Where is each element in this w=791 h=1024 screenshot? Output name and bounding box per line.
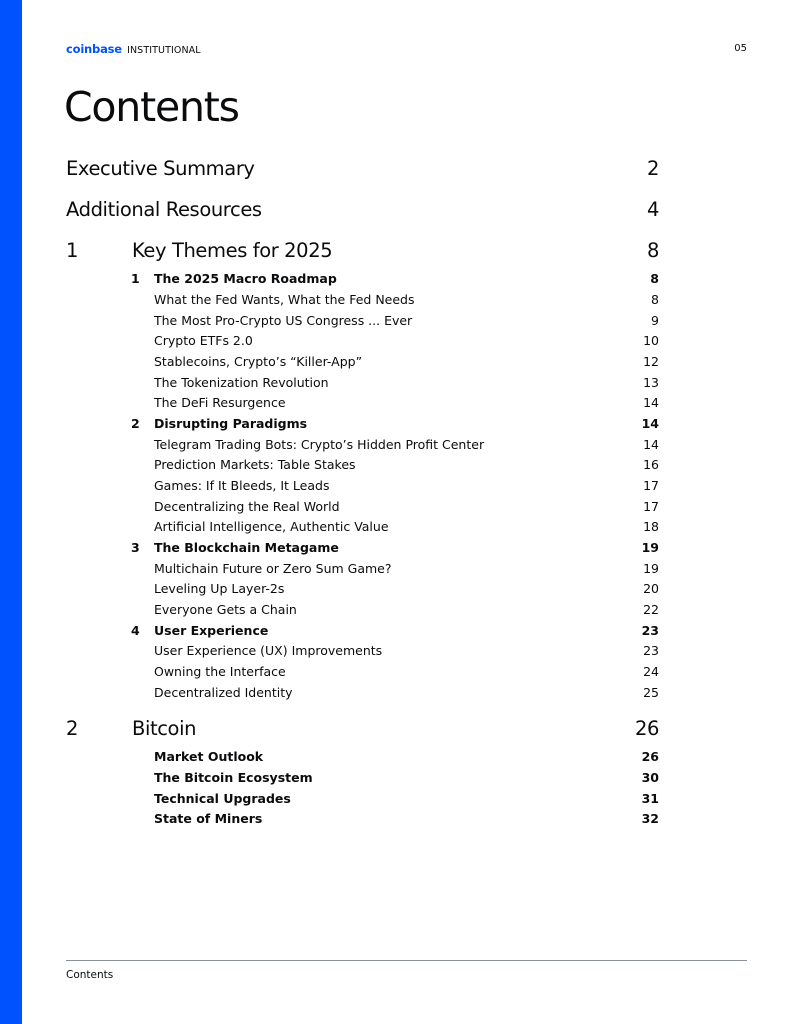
toc-item[interactable] xyxy=(0,332,791,350)
toc-item-page: 19 xyxy=(643,561,659,576)
toc-item[interactable] xyxy=(0,560,791,578)
toc-item[interactable] xyxy=(0,642,791,660)
toc-item-page: 25 xyxy=(643,685,659,700)
toc-item-label: Crypto ETFs 2.0 xyxy=(154,333,253,348)
toc-item-label: The DeFi Resurgence xyxy=(154,395,286,410)
section-page: 26 xyxy=(641,749,659,764)
toc-item-page: 14 xyxy=(643,437,659,452)
toc-item-label: Stablecoins, Crypto’s “Killer-App” xyxy=(154,354,363,369)
toc-item[interactable] xyxy=(0,312,791,330)
toc-chapter-2[interactable] xyxy=(0,717,791,741)
toc-item[interactable] xyxy=(0,663,791,681)
toc-item-page: 17 xyxy=(643,499,659,514)
toc-item[interactable] xyxy=(0,353,791,371)
toc-section-disrupting-paradigms[interactable] xyxy=(0,415,791,433)
toc-item-label: Prediction Markets: Table Stakes xyxy=(154,457,356,472)
toc-item-label: Everyone Gets a Chain xyxy=(154,602,297,617)
toc-item[interactable] xyxy=(0,394,791,412)
toc-item-label: Leveling Up Layer-2s xyxy=(154,581,285,596)
toc-item[interactable] xyxy=(0,518,791,536)
toc-item-page: 14 xyxy=(643,395,659,410)
toc-item[interactable] xyxy=(0,477,791,495)
toc-item-page: 10 xyxy=(643,333,659,348)
footer-label: Contents xyxy=(66,969,114,981)
section-label: The 2025 Macro Roadmap xyxy=(154,271,337,286)
section-label: User Experience xyxy=(154,623,269,638)
toc-section-market-outlook[interactable] xyxy=(0,748,791,766)
footer-divider xyxy=(66,960,747,961)
chapter-label: Bitcoin xyxy=(132,717,197,740)
section-number: 1 xyxy=(131,271,140,286)
toc-section-macro-roadmap[interactable] xyxy=(0,270,791,288)
toc-item-page: 24 xyxy=(643,664,659,679)
toc-item[interactable] xyxy=(0,580,791,598)
section-page: 23 xyxy=(641,623,659,638)
toc-item-page: 18 xyxy=(643,519,659,534)
toc-item-label: Games: If It Bleeds, It Leads xyxy=(154,478,330,493)
toc-section-state-of-miners[interactable] xyxy=(0,810,791,828)
toc-item-label: Decentralized Identity xyxy=(154,685,293,700)
toc-item-page: 9 xyxy=(651,313,659,328)
section-page: 31 xyxy=(641,791,659,806)
section-label: State of Miners xyxy=(154,811,263,826)
section-label: The Bitcoin Ecosystem xyxy=(154,770,313,785)
toc-item[interactable] xyxy=(0,684,791,702)
toc-item[interactable] xyxy=(0,374,791,392)
toc-item-page: 23 xyxy=(643,643,659,658)
toc-chapter-1[interactable] xyxy=(0,239,791,263)
page-number: 05 xyxy=(734,43,747,54)
toc-item-label: The Most Pro-Crypto US Congress ... Ever xyxy=(154,313,413,328)
toc-item[interactable] xyxy=(0,601,791,619)
section-page: 14 xyxy=(641,416,659,431)
toc-section-technical-upgrades[interactable] xyxy=(0,790,791,808)
toc-item-label: Telegram Trading Bots: Crypto’s Hidden Profit Center xyxy=(154,437,485,452)
toc-section-blockchain-metagame[interactable] xyxy=(0,539,791,557)
section-page: 30 xyxy=(641,770,659,785)
toc-item-label: What the Fed Wants, What the Fed Needs xyxy=(154,292,415,307)
toc-item-label: Multichain Future or Zero Sum Game? xyxy=(154,561,392,576)
toc-item[interactable] xyxy=(0,291,791,309)
toc-item-label: Artificial Intelligence, Authentic Value xyxy=(154,519,389,534)
toc-item-page: 12 xyxy=(643,354,659,369)
chapter-number: 2 xyxy=(66,717,79,740)
chapter-page: 8 xyxy=(646,239,659,262)
toc-entry-label: Executive Summary xyxy=(66,157,255,180)
toc-item[interactable] xyxy=(0,436,791,454)
page-title: Contents xyxy=(64,83,239,131)
toc-item-page: 20 xyxy=(643,581,659,596)
toc-entry-page: 4 xyxy=(646,198,659,221)
toc-item-label: Decentralizing the Real World xyxy=(154,499,340,514)
toc-entry-label: Additional Resources xyxy=(66,198,262,221)
toc-entry-executive-summary[interactable] xyxy=(0,157,791,181)
toc-item[interactable] xyxy=(0,498,791,516)
toc-item-label: The Tokenization Revolution xyxy=(154,375,329,390)
chapter-number: 1 xyxy=(66,239,79,262)
toc-item-page: 16 xyxy=(643,457,659,472)
section-label: Disrupting Paradigms xyxy=(154,416,308,431)
section-number: 3 xyxy=(131,540,140,555)
toc-item-label: Owning the Interface xyxy=(154,664,286,679)
toc-entry-page: 2 xyxy=(646,157,659,180)
chapter-page: 26 xyxy=(634,717,659,740)
section-number: 4 xyxy=(131,623,140,638)
section-label: The Blockchain Metagame xyxy=(154,540,339,555)
toc-item-page: 22 xyxy=(643,602,659,617)
section-page: 8 xyxy=(650,271,659,286)
toc-item-page: 17 xyxy=(643,478,659,493)
brand-subtitle: INSTITUTIONAL xyxy=(127,45,201,56)
toc-item-page: 13 xyxy=(643,375,659,390)
toc-item-label: User Experience (UX) Improvements xyxy=(154,643,383,658)
toc-entry-additional-resources[interactable] xyxy=(0,198,791,222)
toc-item[interactable] xyxy=(0,456,791,474)
section-label: Market Outlook xyxy=(154,749,264,764)
section-page: 32 xyxy=(641,811,659,826)
coinbase-wordmark: coinbase xyxy=(66,42,122,56)
chapter-label: Key Themes for 2025 xyxy=(132,239,333,262)
section-label: Technical Upgrades xyxy=(154,791,291,806)
section-page: 19 xyxy=(641,540,659,555)
section-number: 2 xyxy=(131,416,140,431)
toc-item-page: 8 xyxy=(651,292,659,307)
toc-section-bitcoin-ecosystem[interactable] xyxy=(0,769,791,787)
toc-section-user-experience[interactable] xyxy=(0,622,791,640)
